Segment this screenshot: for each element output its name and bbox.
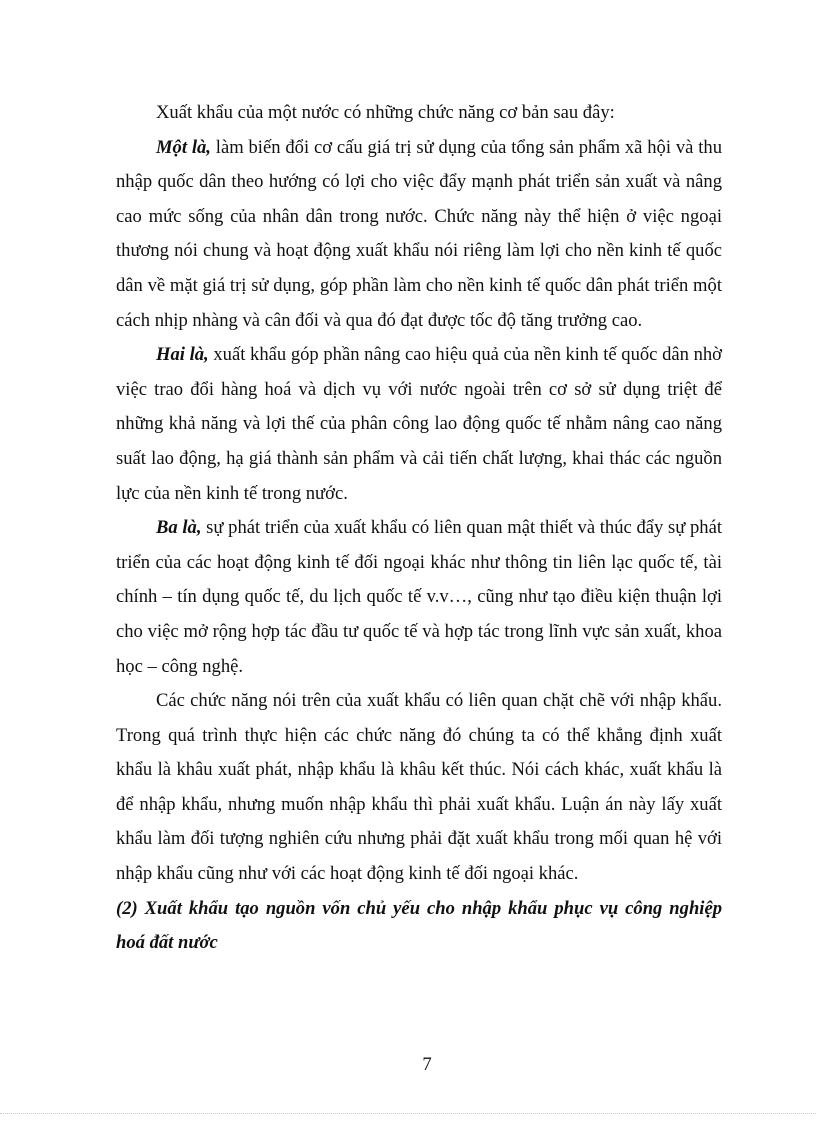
section-heading-text: (2) Xuất khẩu tạo nguồn vốn chủ yếu cho nhập khẩu phục vụ công nghiệp hoá đất nước — [116, 897, 722, 954]
function-paragraph-3 — [116, 511, 722, 684]
paragraph-lead: Ba là, — [156, 517, 202, 539]
function-paragraph-2 — [116, 338, 722, 511]
intro-paragraph — [116, 96, 722, 131]
paragraph-lead: Hai là, — [156, 344, 209, 366]
paragraph-text: sự phát triển của xuất khẩu có liên quan mật thiết và thúc đẩy sự phát triển của các hoạt động kinh tế đối ngoại khác như thông tin liên lạc quốc tế, tài chính – tín dụng quốc tế, du lịch quốc tế v.v…, cũng như tạo điều kiện thuận lợi cho việc mở rộng hợp tác đầu tư quốc tế và hợp tác trong lĩnh vực sản xuất, khoa học – công nghệ. — [116, 517, 722, 677]
paragraph-lead: Một là, — [156, 136, 211, 158]
closing-text: Các chức năng nói trên của xuất khẩu có liên quan chặt chẽ với nhập khẩu. Trong quá trình thực hiện các chức năng đó chúng ta có thể khẳng định xuất khẩu là khâu xuất phát, nhập khẩu là khâu kết thúc. Nói cách khác, xuất khẩu là để nhập khẩu, nhưng muốn nhập khẩu thì phải xuất khẩu. Luận án này lấy xuất khẩu làm đối tượng nghiên cứu nhưng phải đặt xuất khẩu trong mối quan hệ với nhập khẩu cũng như với các hoạt động kinh tế đối ngoại khác. — [116, 690, 722, 885]
page-number: 7 — [422, 1054, 432, 1075]
function-paragraph-1 — [116, 131, 722, 339]
page-bottom-divider — [0, 1113, 816, 1114]
paragraph-text: làm biến đổi cơ cấu giá trị sử dụng của tổng sản phẩm xã hội và thu nhập quốc dân theo hướng có lợi cho việc đẩy mạnh phát triển sản xuất và nâng cao mức sống của nhân dân trong nước. Chức năng này thể hiện ở việc ngoại thương nói chung và hoạt động xuất khẩu nói riêng làm lợi cho nền kinh tế quốc dân về mặt giá trị sử dụng, góp phần làm cho nền kinh tế quốc dân phát triển một cách nhịp nhàng và cân đối và qua đó đạt được tốc độ tăng trưởng cao. — [116, 136, 722, 331]
section-heading — [116, 892, 722, 961]
intro-text: Xuất khẩu của một nước có những chức năng cơ bản sau đây: — [156, 102, 615, 123]
page-body — [116, 96, 722, 961]
paragraph-text: xuất khẩu góp phần nâng cao hiệu quả của nền kinh tế quốc dân nhờ việc trao đổi hàng hoá và dịch vụ với nước ngoài trên cơ sở sử dụng triệt để những khả năng và lợi thế của phân công lao động quốc tế nhằm nâng cao năng suất lao động, hạ giá thành sản phẩm và cải tiến chất lượng, khai thác các nguồn lực của nền kinh tế trong nước. — [116, 344, 723, 504]
closing-paragraph — [116, 684, 722, 892]
